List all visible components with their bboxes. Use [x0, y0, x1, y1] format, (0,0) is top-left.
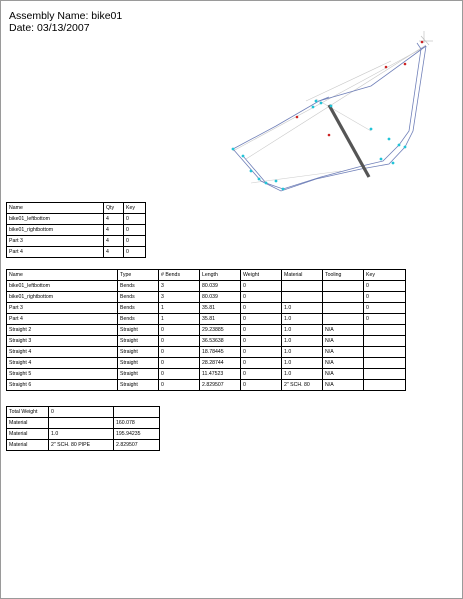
- table-cell: 36.53638: [200, 336, 241, 347]
- table-row: [7, 347, 406, 358]
- table-cell: 1.0: [282, 358, 323, 369]
- table-row: [7, 281, 406, 292]
- table-cell: 0: [124, 247, 146, 258]
- table-cell: Straight 4: [7, 347, 118, 358]
- column-header: Material: [282, 270, 323, 281]
- table-cell: 0: [364, 281, 406, 292]
- table-cell: Material: [7, 440, 49, 451]
- table-cell: Straight 5: [7, 369, 118, 380]
- table-cell: Straight: [118, 347, 159, 358]
- table-cell: 18.78445: [200, 347, 241, 358]
- table-cell: [323, 281, 364, 292]
- table-cell: Bends: [118, 292, 159, 303]
- table-header-row: [7, 203, 146, 214]
- table-cell: 0: [241, 303, 282, 314]
- table-cell: 0: [159, 347, 200, 358]
- table-cell: Straight 4: [7, 358, 118, 369]
- table-cell: 0: [241, 325, 282, 336]
- column-header: Weight: [241, 270, 282, 281]
- table-cell: Straight: [118, 336, 159, 347]
- table-cell: Bends: [118, 303, 159, 314]
- table-cell: 1.0: [282, 347, 323, 358]
- table-cell: 0: [241, 292, 282, 303]
- table-cell: 1.0: [282, 369, 323, 380]
- table-cell: N/A: [323, 347, 364, 358]
- table-cell: 1.0: [282, 303, 323, 314]
- bike-frame-drawing: [221, 31, 446, 196]
- construction-lines: [233, 45, 426, 183]
- table-cell: N/A: [323, 358, 364, 369]
- assembly-name: Assembly Name: bike01: [9, 10, 123, 22]
- table-cell: 1.0: [282, 314, 323, 325]
- table-cell: Total Weight: [7, 407, 49, 418]
- table-row: [7, 214, 146, 225]
- table-cell: 80.039: [200, 292, 241, 303]
- table-cell: 160.078: [114, 418, 160, 429]
- table-cell: 4: [104, 225, 124, 236]
- table-cell: 0: [124, 214, 146, 225]
- table-cell: 0: [159, 380, 200, 391]
- table-row: [7, 303, 406, 314]
- column-header: Qty: [104, 203, 124, 214]
- table-cell: Straight: [118, 380, 159, 391]
- table-cell: 0: [364, 314, 406, 325]
- table-cell: 1.0: [282, 336, 323, 347]
- table-cell: Part 4: [7, 247, 104, 258]
- table-cell: 0: [241, 358, 282, 369]
- table-cell: 4: [104, 214, 124, 225]
- table-cell: bike01_rightbottom: [7, 292, 118, 303]
- table-cell: 3: [159, 281, 200, 292]
- table-cell: 35.81: [200, 303, 241, 314]
- table-cell: 0: [124, 225, 146, 236]
- table-cell: 0: [159, 336, 200, 347]
- table-cell: Straight: [118, 358, 159, 369]
- column-header: Key: [364, 270, 406, 281]
- table-cell: Straight 2: [7, 325, 118, 336]
- table-cell: 2.829507: [114, 440, 160, 451]
- table-cell: Bends: [118, 281, 159, 292]
- table-row: [7, 247, 146, 258]
- table-cell: 0: [364, 292, 406, 303]
- table-row: [7, 236, 146, 247]
- table-cell: Part 3: [7, 303, 118, 314]
- parts-summary-table: [6, 202, 146, 258]
- table-cell: Straight 3: [7, 336, 118, 347]
- table-cell: 0: [241, 336, 282, 347]
- report-header: [9, 10, 122, 34]
- column-header: Length: [200, 270, 241, 281]
- table-cell: N/A: [323, 369, 364, 380]
- table-row: [7, 225, 146, 236]
- frame-outline: [233, 43, 426, 191]
- table-cell: [364, 325, 406, 336]
- table-cell: 0: [364, 303, 406, 314]
- table-cell: 195.94235: [114, 429, 160, 440]
- table-row: [7, 369, 406, 380]
- table-cell: [364, 336, 406, 347]
- table-cell: 0: [241, 369, 282, 380]
- column-header: Tooling: [323, 270, 364, 281]
- column-header: Name: [7, 203, 104, 214]
- table-cell: [49, 418, 114, 429]
- dimension-markers: [296, 41, 424, 137]
- table-row: [7, 292, 406, 303]
- table-cell: 4: [104, 236, 124, 247]
- table-header-row: [7, 270, 406, 281]
- table-cell: 1: [159, 303, 200, 314]
- table-cell: 0: [241, 347, 282, 358]
- table-cell: [114, 407, 160, 418]
- table-cell: N/A: [323, 336, 364, 347]
- parts-detail-table: [6, 269, 406, 391]
- table-row: [7, 380, 406, 391]
- table-row: [7, 407, 160, 418]
- table-cell: 1: [159, 314, 200, 325]
- table-cell: 0: [241, 314, 282, 325]
- table-cell: [323, 303, 364, 314]
- table-cell: N/A: [323, 380, 364, 391]
- table-cell: Straight: [118, 325, 159, 336]
- table-row: [7, 336, 406, 347]
- table-cell: 28.28744: [200, 358, 241, 369]
- table-cell: 1.0: [49, 429, 114, 440]
- table-cell: Part 3: [7, 236, 104, 247]
- table-cell: 11.47523: [200, 369, 241, 380]
- table-cell: [364, 369, 406, 380]
- table-cell: 2" SCH. 80: [282, 380, 323, 391]
- table-cell: 0: [124, 236, 146, 247]
- seat-tube: [329, 105, 369, 177]
- table-cell: [364, 380, 406, 391]
- table-cell: [323, 292, 364, 303]
- table-cell: [282, 292, 323, 303]
- table-cell: N/A: [323, 325, 364, 336]
- table-cell: 35.81: [200, 314, 241, 325]
- table-cell: 0: [159, 358, 200, 369]
- table-cell: bike01_leftbottom: [7, 281, 118, 292]
- table-cell: 1.0: [282, 325, 323, 336]
- table-cell: 0: [241, 281, 282, 292]
- table-cell: Straight 6: [7, 380, 118, 391]
- table-cell: 0: [159, 369, 200, 380]
- table-row: [7, 314, 406, 325]
- table-cell: 2.829507: [200, 380, 241, 391]
- table-cell: Part 4: [7, 314, 118, 325]
- table-cell: bike01_leftbottom: [7, 214, 104, 225]
- table-cell: 3: [159, 292, 200, 303]
- table-cell: Bends: [118, 314, 159, 325]
- table-cell: bike01_rightbottom: [7, 225, 104, 236]
- table-row: [7, 440, 160, 451]
- table-row: [7, 358, 406, 369]
- table-row: [7, 418, 160, 429]
- table-cell: [282, 281, 323, 292]
- table-row: [7, 429, 160, 440]
- table-cell: Material: [7, 429, 49, 440]
- column-header: Name: [7, 270, 118, 281]
- report-date: Date: 03/13/2007: [9, 22, 90, 34]
- column-header: # Bends: [159, 270, 200, 281]
- table-cell: Material: [7, 418, 49, 429]
- table-cell: [323, 314, 364, 325]
- table-cell: 0: [49, 407, 114, 418]
- table-cell: 4: [104, 247, 124, 258]
- table-row: [7, 325, 406, 336]
- table-cell: 2" SCH. 80 PIPE: [49, 440, 114, 451]
- table-cell: 29.23885: [200, 325, 241, 336]
- table-cell: 80.039: [200, 281, 241, 292]
- table-cell: Straight: [118, 369, 159, 380]
- table-cell: 0: [159, 325, 200, 336]
- table-cell: [364, 358, 406, 369]
- table-cell: [364, 347, 406, 358]
- column-header: Key: [124, 203, 146, 214]
- totals-table: [6, 406, 160, 451]
- column-header: Type: [118, 270, 159, 281]
- table-cell: 0: [241, 380, 282, 391]
